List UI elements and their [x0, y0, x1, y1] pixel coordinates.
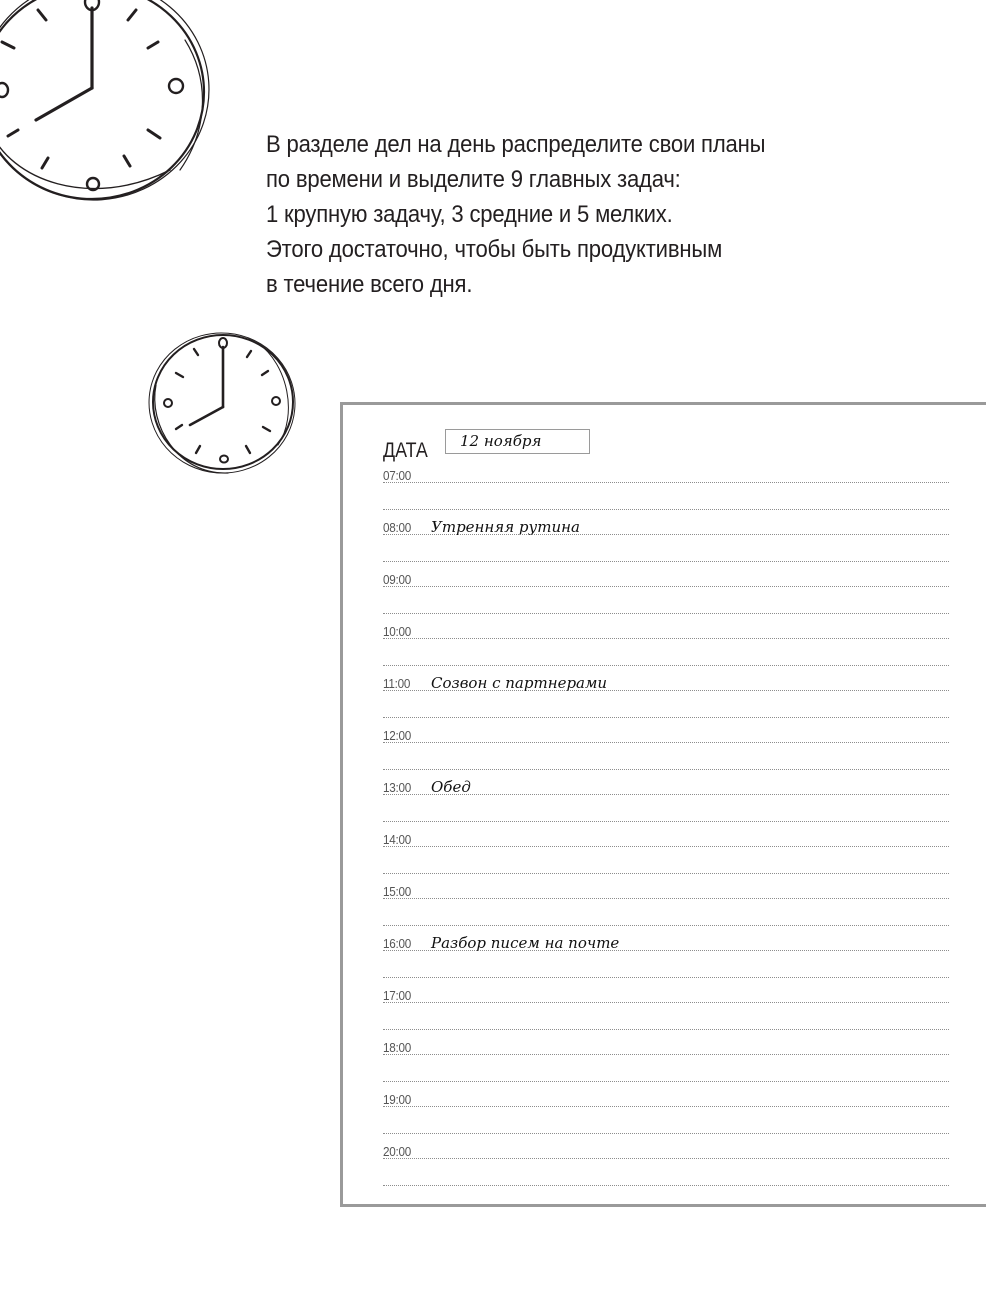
slot-rule [383, 1081, 949, 1082]
time-slot[interactable] [383, 777, 949, 829]
slot-time: 10:00 [383, 624, 411, 639]
slot-rule [383, 1106, 949, 1107]
slot-time: 11:00 [383, 676, 411, 691]
time-slot[interactable] [383, 881, 949, 933]
time-slot[interactable] [383, 933, 949, 985]
time-slot[interactable] [383, 465, 949, 517]
slot-time: 08:00 [383, 520, 411, 535]
slot-rule [383, 950, 949, 951]
slot-rule [383, 794, 949, 795]
slot-time: 12:00 [383, 728, 411, 743]
slot-rule [383, 1029, 949, 1030]
intro-text [266, 127, 855, 302]
slot-task: Утренняя рутина [431, 518, 580, 536]
slot-rule [383, 690, 949, 691]
slot-rule [383, 898, 949, 899]
slot-rule [383, 1054, 949, 1055]
intro-line: по времени и выделите 9 главных задач: [266, 166, 681, 193]
time-slot[interactable] [383, 985, 949, 1037]
slot-rule [383, 613, 949, 614]
slot-time: 14:00 [383, 832, 411, 847]
time-slot[interactable] [383, 1141, 949, 1193]
slot-task: Созвон с партнерами [431, 674, 608, 692]
slot-rule [383, 534, 949, 535]
intro-line: В разделе дел на день распределите свои планы [266, 131, 766, 158]
slot-rule [383, 1158, 949, 1159]
intro-line: 1 крупную задачу, 3 средние и 5 мелких. [266, 201, 673, 228]
slot-time: 09:00 [383, 572, 411, 587]
slot-rule [383, 1133, 949, 1134]
slot-rule [383, 1002, 949, 1003]
slot-rule [383, 769, 949, 770]
slot-time: 20:00 [383, 1144, 411, 1159]
slot-rule [383, 925, 949, 926]
clock-icon [138, 325, 303, 480]
slot-rule [383, 742, 949, 743]
slot-rule [383, 717, 949, 718]
intro-line: в течение всего дня. [266, 271, 473, 298]
slot-task: Обед [431, 778, 471, 796]
time-slots [383, 465, 949, 1193]
slot-rule [383, 846, 949, 847]
slot-rule [383, 638, 949, 639]
clock-icon [0, 0, 220, 220]
slot-time: 18:00 [383, 1040, 411, 1055]
time-slot[interactable] [383, 517, 949, 569]
time-slot[interactable] [383, 569, 949, 621]
time-slot[interactable] [383, 621, 949, 673]
slot-rule [383, 561, 949, 562]
slot-rule [383, 509, 949, 510]
date-label: ДАТА [383, 439, 428, 462]
slot-rule [383, 586, 949, 587]
date-field[interactable] [445, 429, 590, 454]
slot-rule [383, 977, 949, 978]
slot-rule [383, 482, 949, 483]
date-row [383, 432, 542, 462]
slot-rule [383, 873, 949, 874]
slot-rule [383, 1185, 949, 1186]
time-slot[interactable] [383, 829, 949, 881]
slot-time: 13:00 [383, 780, 411, 795]
day-planner [340, 402, 986, 1207]
slot-time: 17:00 [383, 988, 411, 1003]
slot-task: Разбор писем на почте [431, 934, 620, 952]
slot-rule [383, 665, 949, 666]
slot-time: 19:00 [383, 1092, 411, 1107]
time-slot[interactable] [383, 725, 949, 777]
slot-rule [383, 821, 949, 822]
slot-time: 16:00 [383, 936, 411, 951]
intro-line: Этого достаточно, чтобы быть продуктивным [266, 236, 723, 263]
time-slot[interactable] [383, 1037, 949, 1089]
slot-time: 15:00 [383, 884, 411, 899]
time-slot[interactable] [383, 673, 949, 725]
date-value: 12 ноября [460, 432, 542, 450]
slot-time: 07:00 [383, 468, 411, 483]
time-slot[interactable] [383, 1089, 949, 1141]
